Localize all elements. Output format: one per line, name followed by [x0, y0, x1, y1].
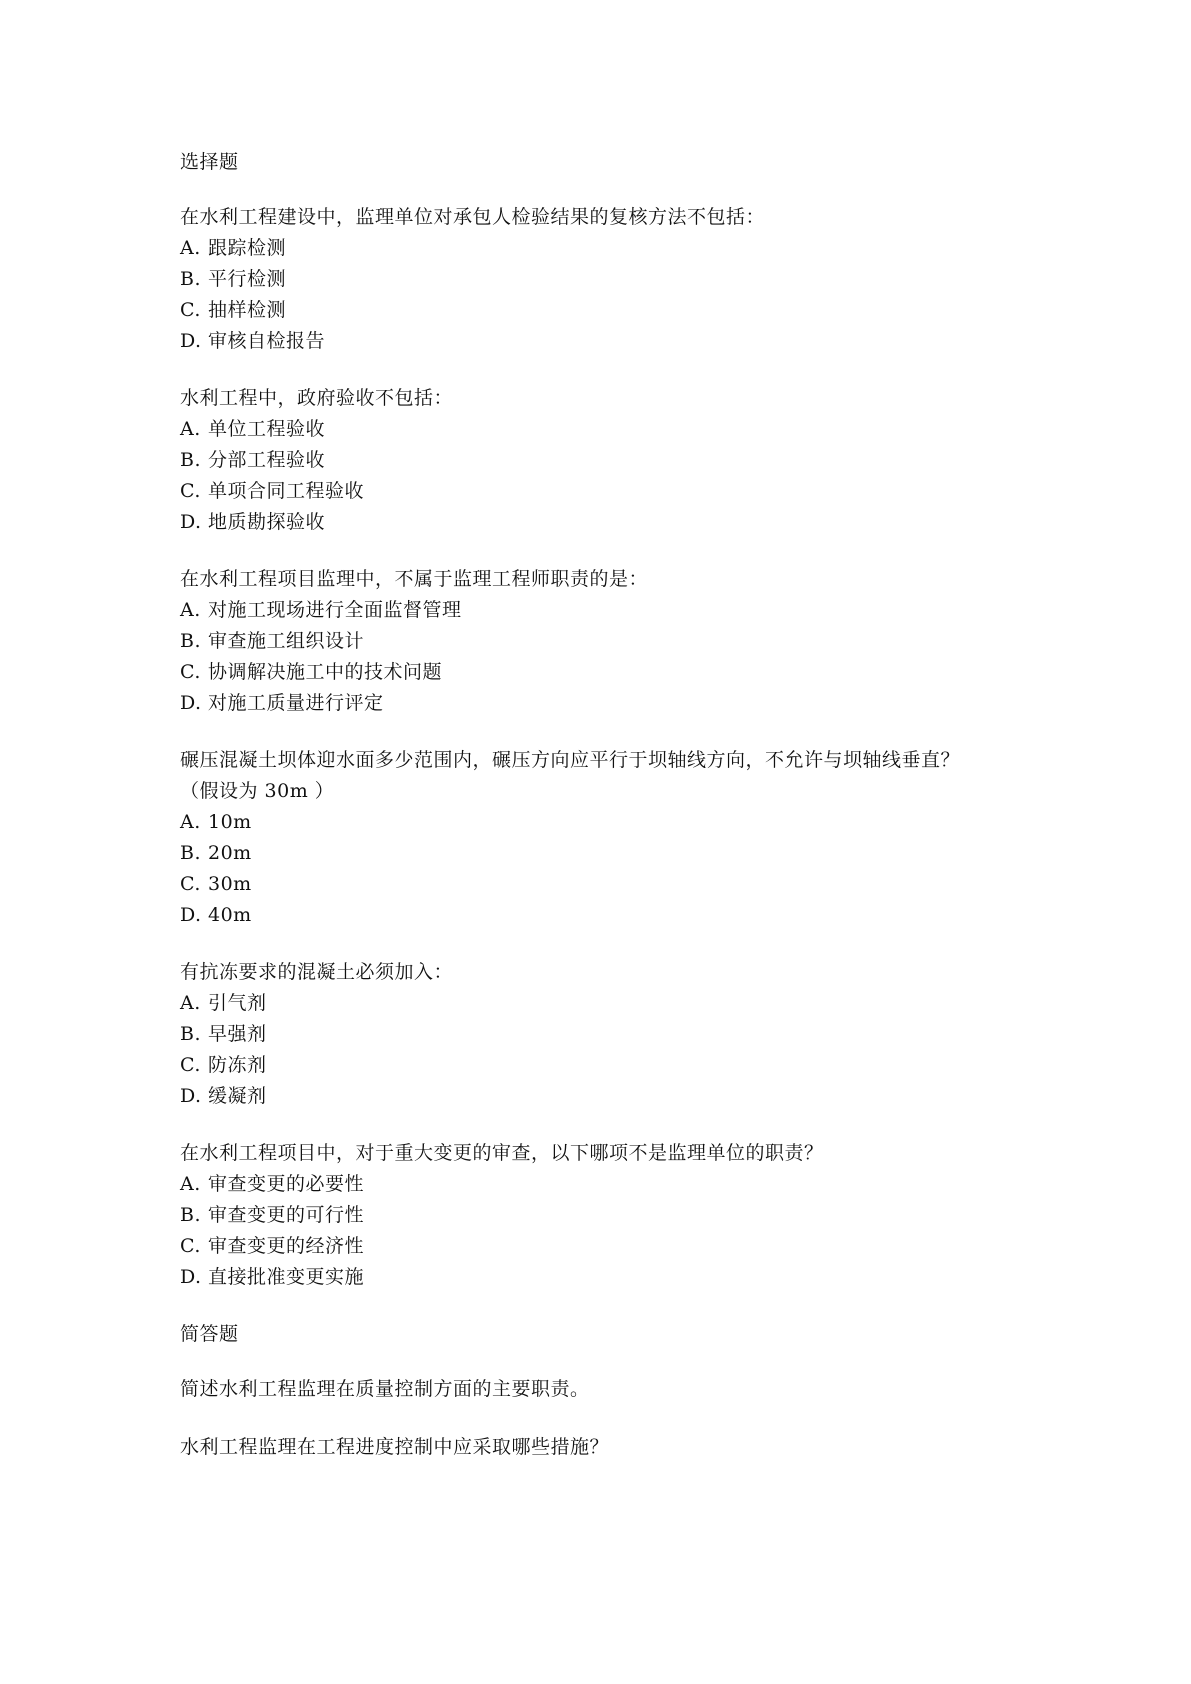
option-b [180, 838, 1080, 869]
option-letter: D. [180, 692, 202, 714]
option-a [180, 414, 1080, 445]
option-text: 引气剂 [208, 992, 267, 1014]
option-b [180, 445, 1080, 476]
option-text: 抽样检测 [208, 299, 287, 321]
option-letter: B. [180, 449, 202, 471]
section-heading-choice: 选择题 [180, 151, 239, 173]
option-text: 对施工现场进行全面监督管理 [208, 599, 462, 621]
option-letter: A. [180, 237, 201, 259]
option-d [180, 900, 1080, 931]
question-3 [180, 564, 1080, 719]
option-letter: B. [180, 630, 202, 652]
option-letter: A. [180, 1173, 201, 1195]
option-letter: D. [180, 904, 202, 926]
question-2 [180, 383, 1080, 538]
option-text: 直接批准变更实施 [208, 1266, 365, 1288]
question-text: 在水利工程项目监理中，不属于监理工程师职责的是： [180, 568, 649, 590]
option-text: 30m [208, 873, 252, 895]
question-5 [180, 957, 1080, 1112]
option-letter: C. [180, 299, 201, 321]
short-answer-question-1: 简述水利工程监理在质量控制方面的主要职责。 [180, 1378, 590, 1400]
option-letter: B. [180, 1023, 202, 1045]
option-c [180, 1050, 1080, 1081]
question-text: 有抗冻要求的混凝土必须加入： [180, 961, 454, 983]
option-c [180, 1231, 1080, 1262]
option-letter: B. [180, 1204, 202, 1226]
option-letter: C. [180, 480, 201, 502]
option-b [180, 1200, 1080, 1231]
option-text: 对施工质量进行评定 [208, 692, 384, 714]
option-b [180, 626, 1080, 657]
option-letter: C. [180, 661, 201, 683]
option-a [180, 807, 1080, 838]
option-letter: A. [180, 811, 201, 833]
section-heading-short-answer: 简答题 [180, 1323, 239, 1345]
option-text: 审核自检报告 [208, 330, 326, 352]
option-letter: D. [180, 511, 202, 533]
option-letter: A. [180, 599, 201, 621]
question-text: 在水利工程建设中，监理单位对承包人检验结果的复核方法不包括： [180, 206, 766, 228]
option-a [180, 233, 1080, 264]
option-text: 审查变更的可行性 [208, 1204, 365, 1226]
question-4 [180, 745, 1080, 931]
option-text: 单项合同工程验收 [208, 480, 365, 502]
question-text: 水利工程中，政府验收不包括： [180, 387, 454, 409]
short-answer-question-2: 水利工程监理在工程进度控制中应采取哪些措施？ [180, 1436, 610, 1458]
question-text-continued: （假设为 30m ） [180, 780, 335, 802]
option-letter: A. [180, 992, 201, 1014]
option-d [180, 1081, 1080, 1112]
document-page [180, 147, 1080, 1490]
option-d [180, 1262, 1080, 1293]
option-text: 协调解决施工中的技术问题 [208, 661, 443, 683]
option-text: 审查变更的经济性 [208, 1235, 365, 1257]
option-d [180, 507, 1080, 538]
option-letter: B. [180, 268, 202, 290]
option-a [180, 1169, 1080, 1200]
option-c [180, 657, 1080, 688]
option-c [180, 869, 1080, 900]
option-text: 地质勘探验收 [208, 511, 326, 533]
option-text: 防冻剂 [208, 1054, 267, 1076]
option-letter: C. [180, 1235, 201, 1257]
option-letter: D. [180, 1266, 202, 1288]
question-text: 在水利工程项目中，对于重大变更的审查，以下哪项不是监理单位的职责？ [180, 1142, 824, 1164]
option-b [180, 1019, 1080, 1050]
option-text: 审查变更的必要性 [208, 1173, 365, 1195]
option-d [180, 688, 1080, 719]
option-a [180, 595, 1080, 626]
option-text: 20m [208, 842, 252, 864]
option-text: 单位工程验收 [208, 418, 326, 440]
option-letter: D. [180, 330, 202, 352]
option-text: 平行检测 [208, 268, 287, 290]
option-text: 缓凝剂 [208, 1085, 267, 1107]
question-6 [180, 1138, 1080, 1293]
question-text: 碾压混凝土坝体迎水面多少范围内，碾压方向应平行于坝轴线方向，不允许与坝轴线垂直？ [180, 749, 961, 771]
option-d [180, 326, 1080, 357]
option-b [180, 264, 1080, 295]
option-letter: C. [180, 873, 201, 895]
option-letter: C. [180, 1054, 201, 1076]
option-text: 早强剂 [208, 1023, 267, 1045]
option-text: 10m [208, 811, 252, 833]
option-c [180, 295, 1080, 326]
option-text: 审查施工组织设计 [208, 630, 365, 652]
option-text: 分部工程验收 [208, 449, 326, 471]
option-text: 跟踪检测 [208, 237, 287, 259]
option-a [180, 988, 1080, 1019]
option-letter: B. [180, 842, 202, 864]
option-text: 40m [208, 904, 252, 926]
option-c [180, 476, 1080, 507]
option-letter: D. [180, 1085, 202, 1107]
question-1 [180, 202, 1080, 357]
option-letter: A. [180, 418, 201, 440]
